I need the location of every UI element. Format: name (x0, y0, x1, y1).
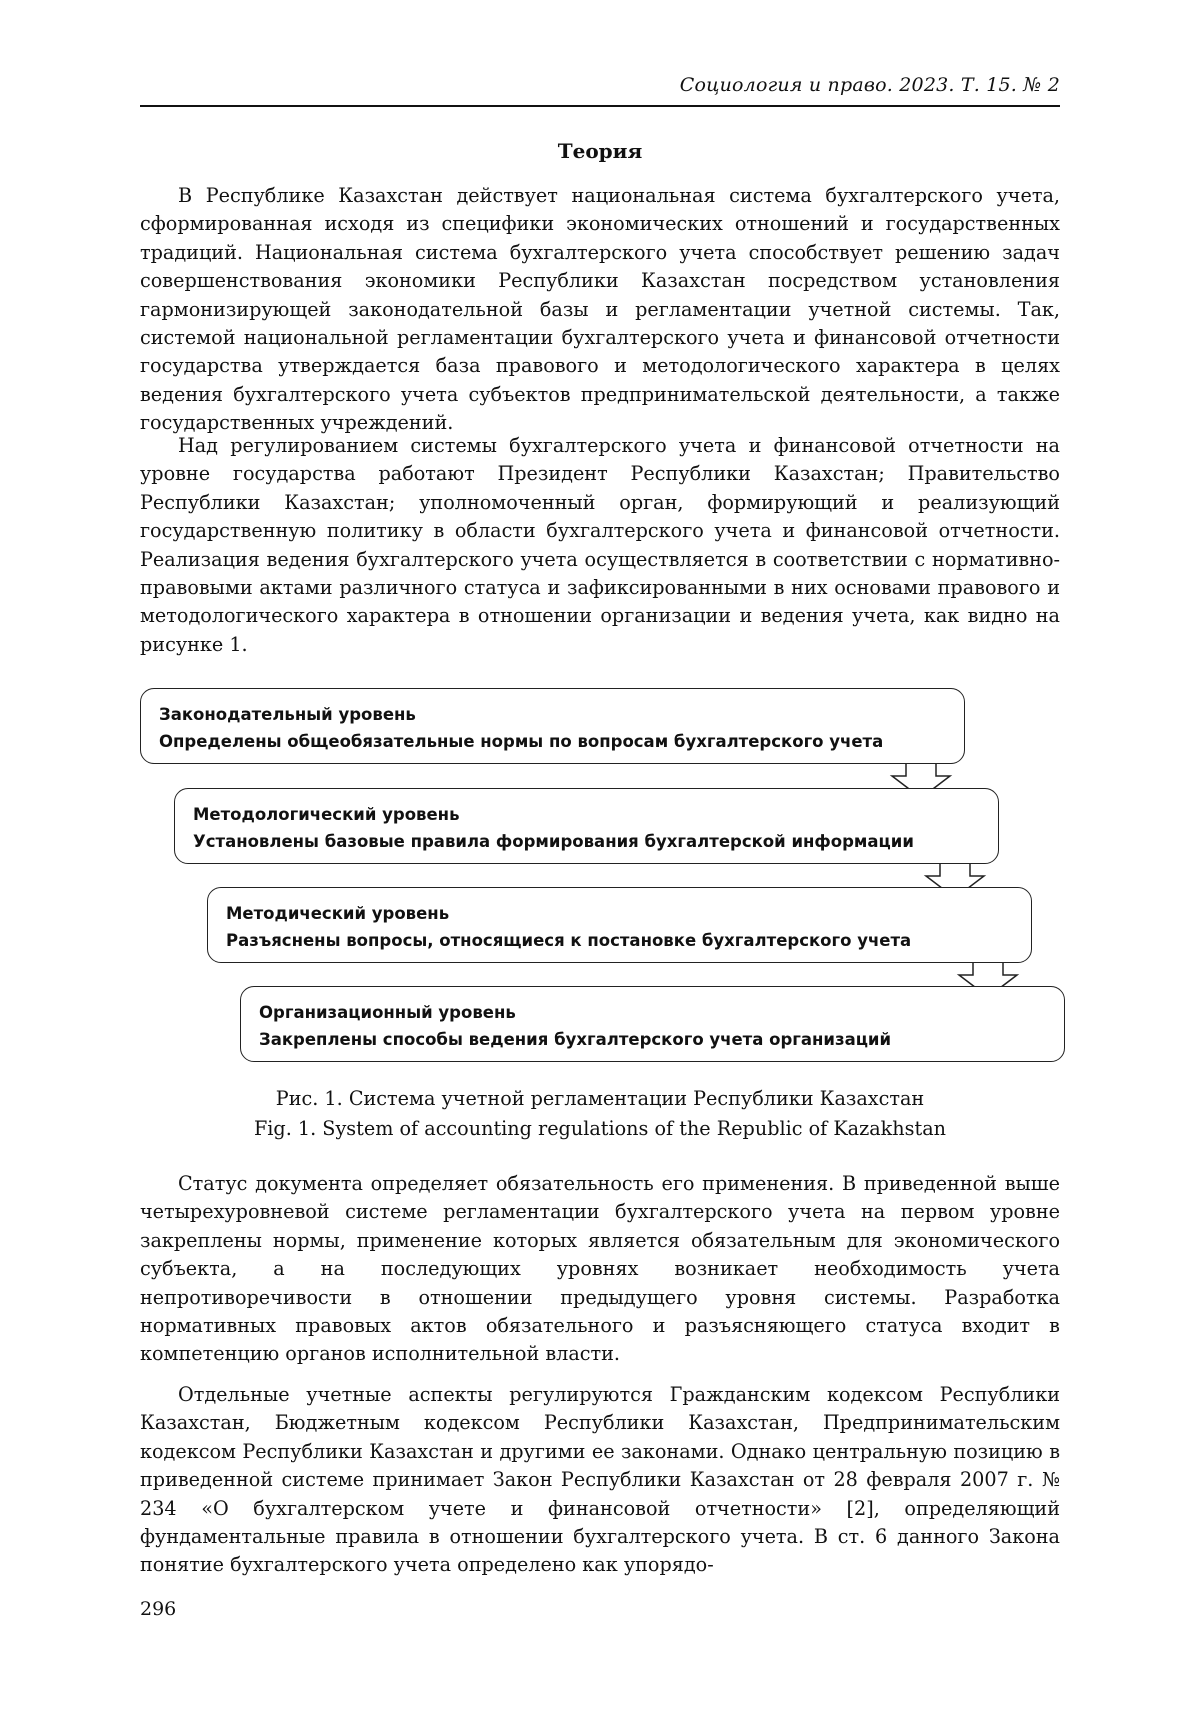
down-arrow-icon (892, 762, 950, 798)
figure-caption-ru: Рис. 1. Система учетной регламентации Республики Казахстан (275, 1087, 925, 1110)
level-name: Методический уровень (226, 904, 450, 923)
figure-caption-en: Fig. 1. System of accounting regulations of the Republic of Kazakhstan (253, 1117, 947, 1140)
level-name: Методологический уровень (193, 805, 460, 824)
down-arrow-icon (959, 961, 1017, 997)
running-header: Социология и право. 2023. Т. 15. № 2 (679, 74, 1060, 96)
header-rule (140, 105, 1060, 107)
level-description: Установлены базовые правила формирования бухгалтерской информации (193, 832, 914, 851)
page-number: 296 (140, 1598, 177, 1620)
section-title: Теория (557, 139, 643, 163)
level-description: Определены общеобязательные нормы по вопросам бухгалтерского учета (159, 732, 884, 751)
paragraph-4: Отдельные учетные аспекты регулируются Гражданским кодексом Республики Казахстан, Бюджетным кодексом Республики Казахстан, Предпринимательским кодексом Республики Казахстан и другими ее законами. Однако центральную позицию в приведенной системе принимает Закон Республики Казахстан от 28 февраля 2007 г. № 234 «О бухгалтерском учете и финансовой отчетности» [2], определяющий фундаментальные правила в отношении бухгалтерского учета. В ст. 6 данного Закона понятие бухгалтерского учета определено как упорядо- (140, 1383, 1060, 1577)
level-name: Законодательный уровень (159, 705, 416, 724)
level-box-organizational (240, 986, 1065, 1062)
paragraph-2: Над регулированием системы бухгалтерского учета и финансовой отчетности на уровне государства работают Президент Республики Казахстан; Правительство Республики Казахстан; уполномоченный орган, формирующий и реализующий государственную политику в области бухгалтерского учета и финансовой отчетности. Реализация ведения бухгалтерского учета осуществляется в соответствии с нормативно-правовыми актами различного статуса и зафиксированными в них основами правового и методологического характера в отношении организации и ведения учета, как видно на рисунке 1. (140, 434, 1060, 656)
level-name: Организационный уровень (259, 1003, 516, 1022)
paragraph-3: Статус документа определяет обязательность его применения. В приведенной выше четырехуровневой системе регламентации бухгалтерского учета на первом уровне закреплены нормы, применение которых является обязательным для экономического субъекта, а на последующих уровнях возникает необходимость учета непротиворечивости в отношении предыдущего уровня системы. Разработка нормативных правовых актов обязательного и разъясняющего статуса входит в компетенцию органов исполнительной власти. (140, 1172, 1060, 1366)
level-box-methodical (207, 887, 1032, 963)
level-box-methodological (174, 788, 999, 864)
level-description: Разъяснены вопросы, относящиеся к постановке бухгалтерского учета (226, 931, 912, 950)
paragraph-1: В Республике Казахстан действует национальная система бухгалтерского учета, сформированная исходя из специфики экономических отношений и государственных традиций. Национальная система бухгалтерского учета способствует решению задач совершенствования экономики Республики Казахстан посредством установления гармонизирующей законодательной базы и регламентации учетной системы. Так, системой национальной регламентации бухгалтерского учета и финансовой отчетности государства утверждается база правового и методологического характера в целях ведения бухгалтерского учета субъектов предпринимательской деятельности, а также государственных учреждений. (140, 184, 1060, 435)
level-description: Закреплены способы ведения бухгалтерского учета организаций (259, 1030, 892, 1049)
down-arrow-icon (926, 862, 984, 898)
level-box-legislative (140, 688, 965, 764)
